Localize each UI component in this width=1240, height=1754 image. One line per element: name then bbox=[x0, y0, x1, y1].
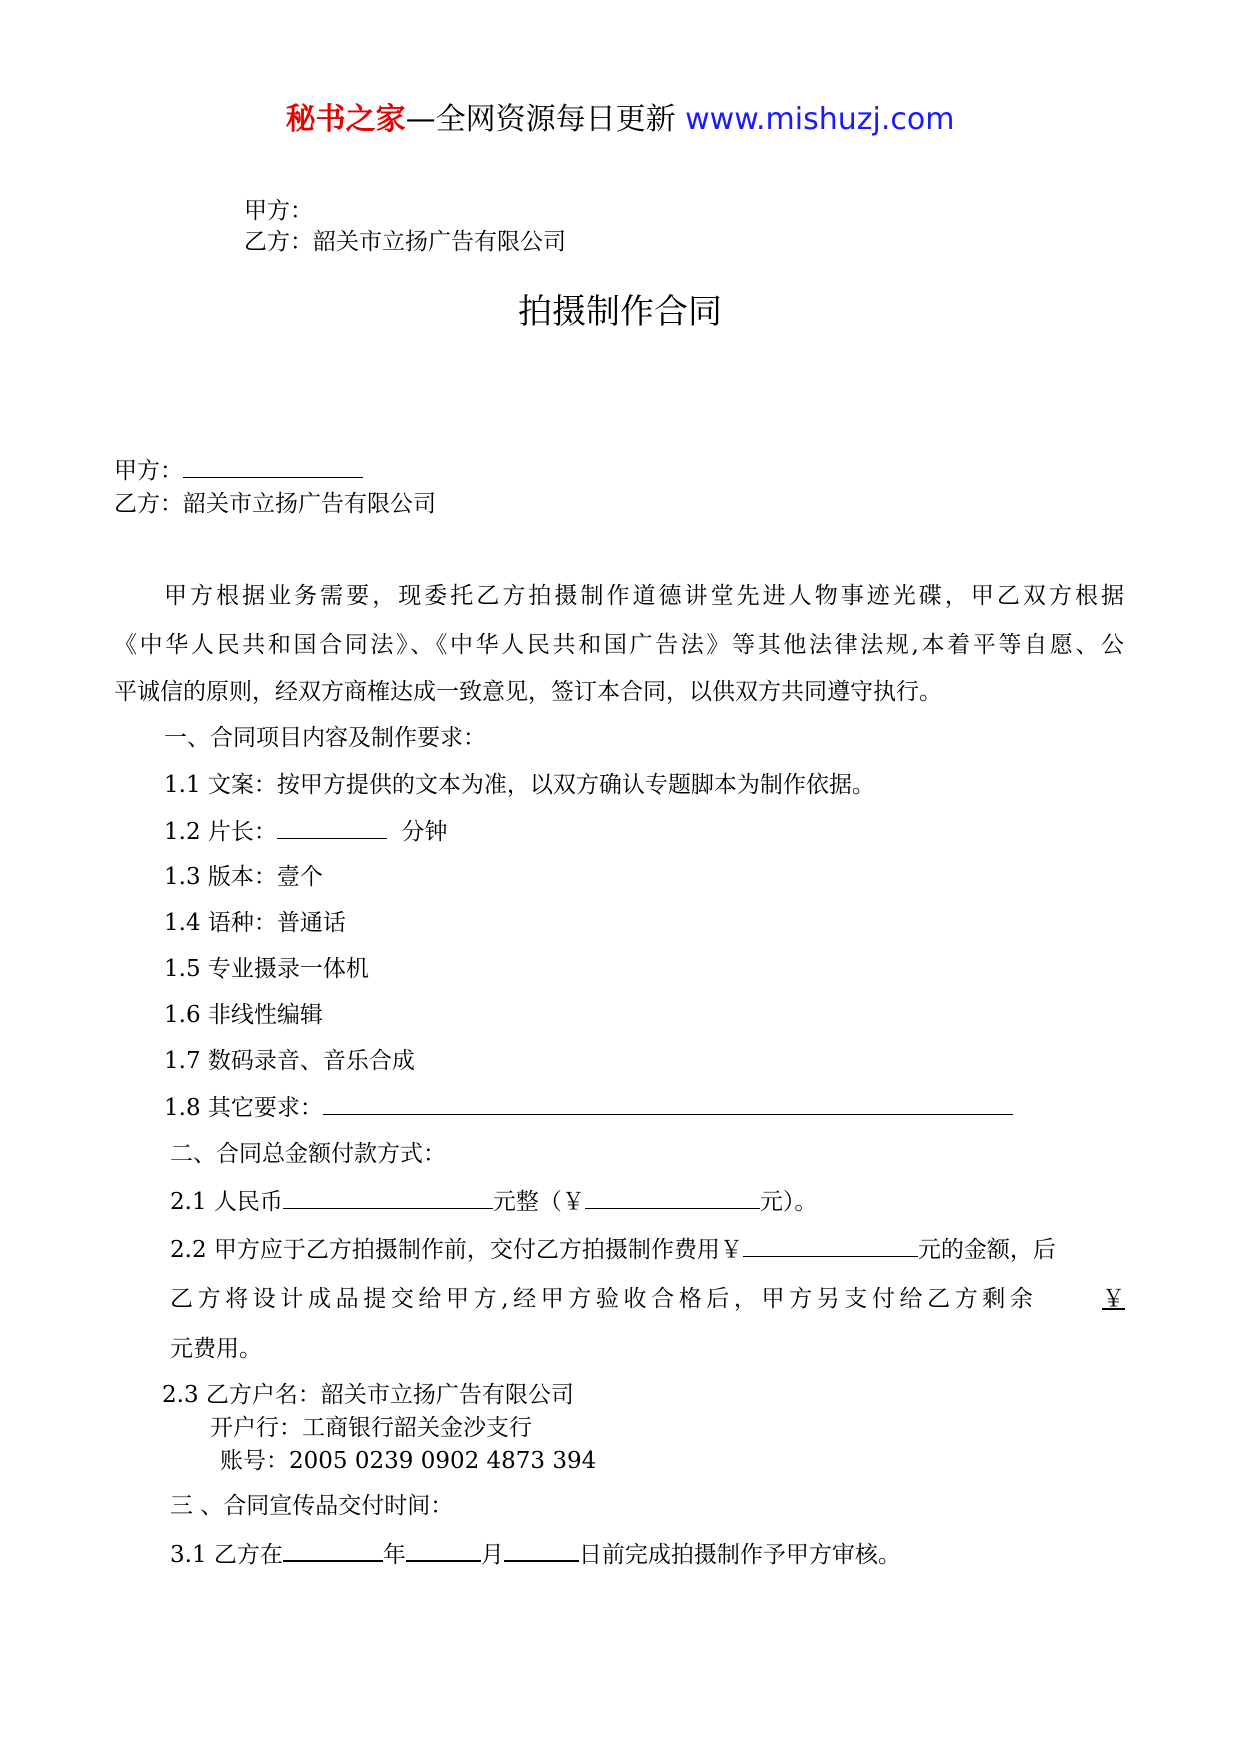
item-2-1 bbox=[170, 1186, 817, 1217]
item-3-1-month: 月 bbox=[480, 1542, 504, 1568]
party-a-blank[interactable] bbox=[183, 455, 363, 478]
item-1-2-unit: 分钟 bbox=[401, 819, 448, 845]
banner-brand: 秘书之家 bbox=[285, 102, 406, 137]
party-a-label: 甲方： bbox=[114, 458, 183, 484]
item-2-2-line-1 bbox=[170, 1234, 1056, 1265]
intro-line-2: 《中华人民共和国合同法》、《中华人民共和国广告法》等其他法律法规,本着平等自愿、公 bbox=[114, 632, 1124, 658]
item-2-3-bank: 开户行：工商银行韶关金沙支行 bbox=[210, 1415, 532, 1441]
item-1-6: 1.6 非线性编辑 bbox=[164, 1002, 323, 1028]
item-1-7: 1.7 数码录音、音乐合成 bbox=[164, 1048, 415, 1074]
item-2-3-account-number: 账号：2005 0239 0902 4873 394 bbox=[220, 1448, 597, 1474]
item-2-2-text: 2.2 甲方应于乙方拍摄制作前，交付乙方拍摄制作费用￥ bbox=[170, 1237, 743, 1263]
item-2-2-tail: 元的金额，后 bbox=[917, 1237, 1056, 1263]
amount-figures-blank[interactable] bbox=[585, 1186, 760, 1209]
banner-url[interactable]: www.mishuzj.com bbox=[685, 102, 955, 137]
item-2-2-line-2-yen: ￥ bbox=[1102, 1286, 1125, 1312]
intro-line-1: 甲方根据业务需要，现委托乙方拍摄制作道德讲堂先进人物事迹光碟，甲乙双方根据 bbox=[164, 583, 1124, 609]
prepayment-blank[interactable] bbox=[743, 1234, 918, 1257]
intro-line-3: 平诚信的原则，经双方商榷达成一致意见，签订本合同，以供双方共同遵守执行。 bbox=[114, 679, 942, 705]
amount-words-blank[interactable] bbox=[283, 1186, 493, 1209]
year-blank[interactable] bbox=[283, 1538, 383, 1562]
item-1-1: 1.1 文案：按甲方提供的文本为准，以双方确认专题脚本为制作依据。 bbox=[164, 772, 875, 798]
duration-blank[interactable] bbox=[277, 816, 387, 839]
section1-heading: 一、合同项目内容及制作要求： bbox=[164, 725, 486, 751]
document-title: 拍摄制作合同 bbox=[518, 292, 722, 332]
section3-heading: 三 、合同宣传品交付时间： bbox=[170, 1493, 454, 1519]
item-1-2 bbox=[164, 816, 448, 847]
header-party-b: 乙方：韶关市立扬广告有限公司 bbox=[244, 229, 566, 255]
item-2-2-line-2-text: 乙方将设计成品提交给甲方,经甲方验收合格后，甲方另支付给乙方剩余 bbox=[170, 1286, 1038, 1312]
item-2-1-label: 2.1 人民币 bbox=[170, 1189, 283, 1215]
item-3-1-start: 3.1 乙方在 bbox=[170, 1542, 283, 1568]
item-1-3: 1.3 版本：壹个 bbox=[164, 864, 323, 890]
day-blank[interactable] bbox=[504, 1538, 579, 1562]
item-2-2-line-3: 元费用。 bbox=[170, 1336, 262, 1362]
item-2-3-account-name: 2.3 乙方户名：韶关市立扬广告有限公司 bbox=[162, 1382, 574, 1408]
item-3-1-end: 日前完成拍摄制作予甲方审核。 bbox=[578, 1542, 901, 1568]
banner-tagline: —全网资源每日更新 bbox=[405, 102, 686, 137]
item-1-2-label: 1.2 片长： bbox=[164, 819, 277, 845]
site-banner bbox=[0, 100, 1240, 140]
item-3-1 bbox=[170, 1538, 901, 1570]
item-1-5: 1.5 专业摄录一体机 bbox=[164, 956, 369, 982]
other-requirements-blank[interactable] bbox=[323, 1092, 1013, 1115]
header-party-a: 甲方： bbox=[244, 198, 313, 224]
party-b-line: 乙方：韶关市立扬广告有限公司 bbox=[114, 491, 436, 517]
item-1-8 bbox=[164, 1092, 1013, 1123]
month-blank[interactable] bbox=[406, 1538, 481, 1562]
section2-heading: 二、合同总金额付款方式： bbox=[170, 1141, 446, 1167]
item-1-4: 1.4 语种：普通话 bbox=[164, 910, 346, 936]
item-2-1-middle: 元整（￥ bbox=[492, 1189, 585, 1215]
item-2-2-line-2 bbox=[170, 1284, 1125, 1314]
item-2-1-end: 元）。 bbox=[759, 1189, 818, 1215]
party-a-line bbox=[114, 455, 363, 486]
item-1-8-label: 1.8 其它要求： bbox=[164, 1095, 323, 1121]
item-3-1-year: 年 bbox=[382, 1542, 406, 1568]
